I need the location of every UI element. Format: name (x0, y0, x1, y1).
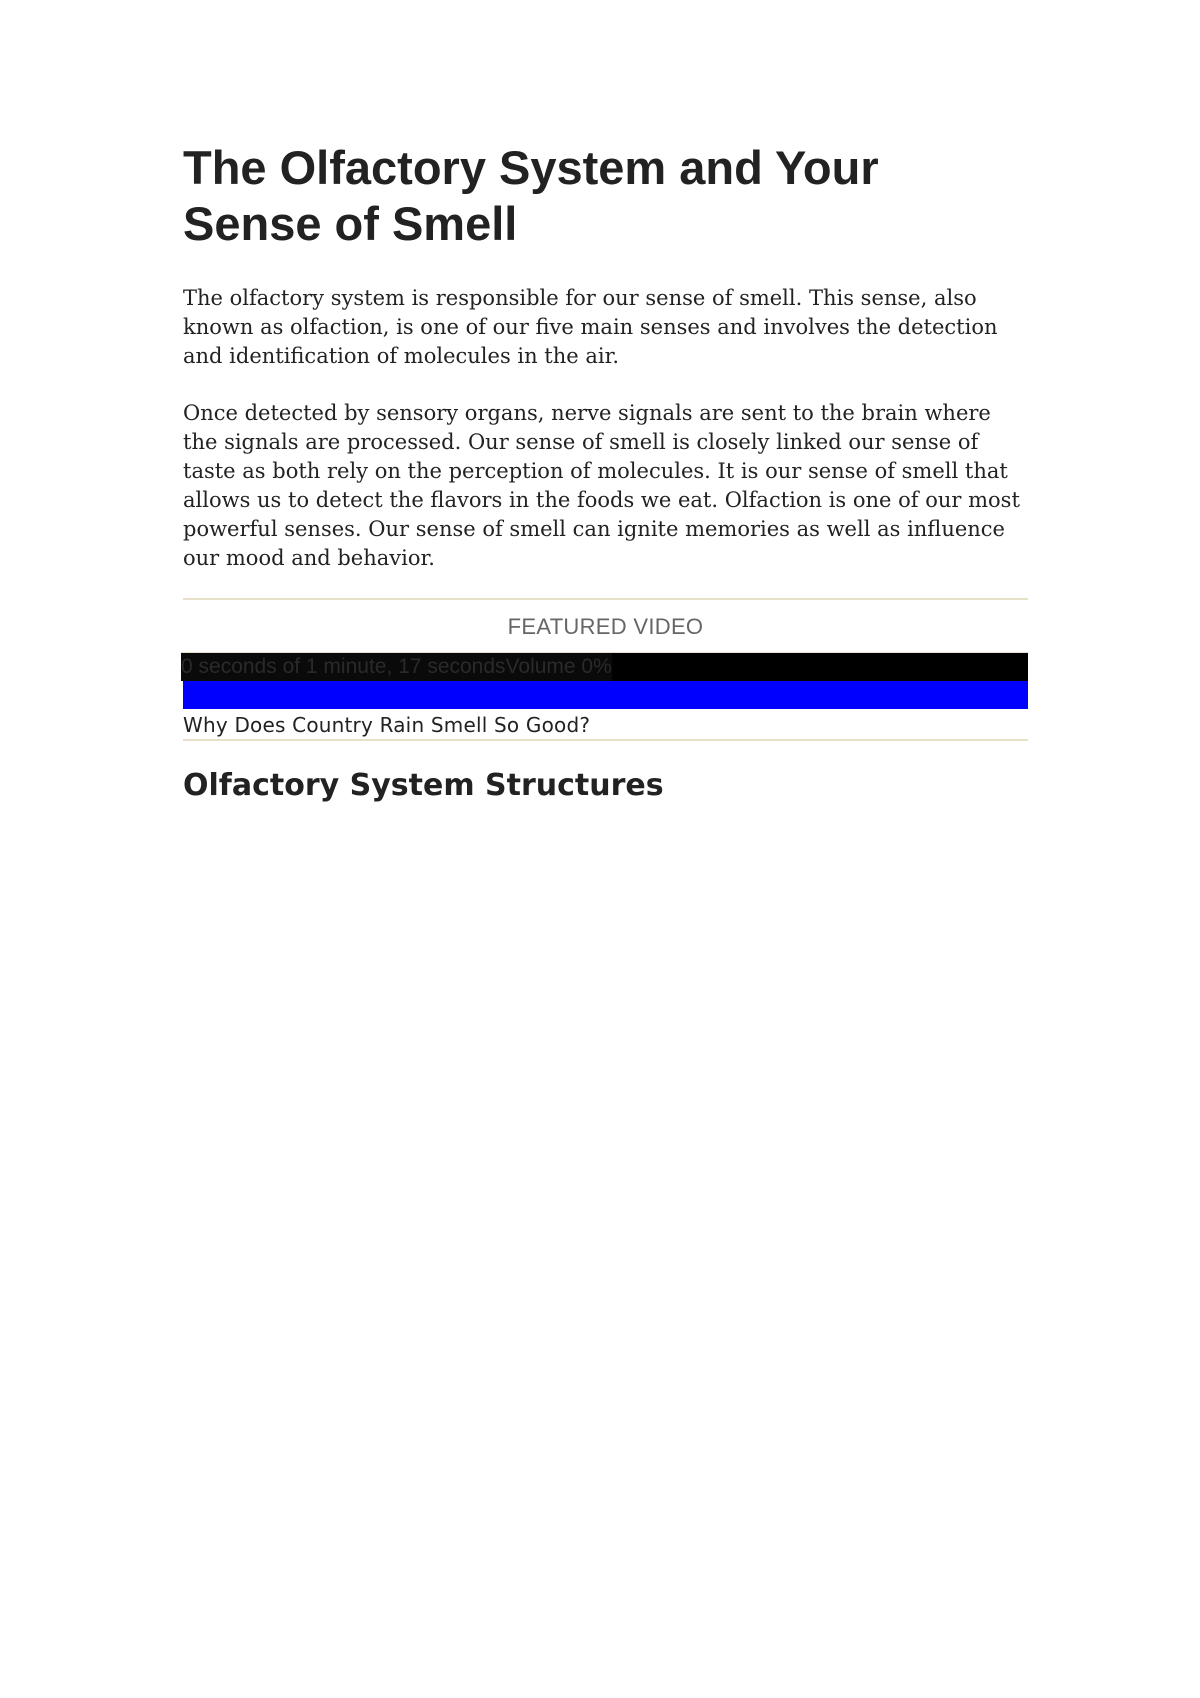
section-heading: Olfactory System Structures (183, 768, 664, 803)
video-progress-bar[interactable] (183, 681, 1028, 709)
video-player-status: 0 seconds of 1 minute, 17 secondsVolume 0% (181, 653, 612, 681)
video-player[interactable] (181, 652, 1028, 681)
body-paragraph: Once detected by sensory organs, nerve signals are sent to the brain where the signals are processed. Our sense of smell is closely linked our sense of taste as both rely on the perception of molecules. It is our sense of smell that allows us to detect the flavors in the foods we eat. Olfaction is one of our most powerful senses. Our sense of smell can ignite memories as well as influence our mood and behavior. (183, 401, 1020, 570)
featured-video-block (183, 598, 1028, 741)
featured-video-label: FEATURED VIDEO (507, 614, 704, 639)
article (183, 140, 1028, 805)
page-title: The Olfactory System and Your Sense of Smell (183, 141, 879, 250)
intro-paragraph: The olfactory system is responsible for our sense of smell. This sense, also known as olfaction, is one of our five main senses and involves the detection and identification of molecules in the air. (183, 286, 998, 368)
video-title-link[interactable]: Why Does Country Rain Smell So Good? (183, 713, 591, 737)
